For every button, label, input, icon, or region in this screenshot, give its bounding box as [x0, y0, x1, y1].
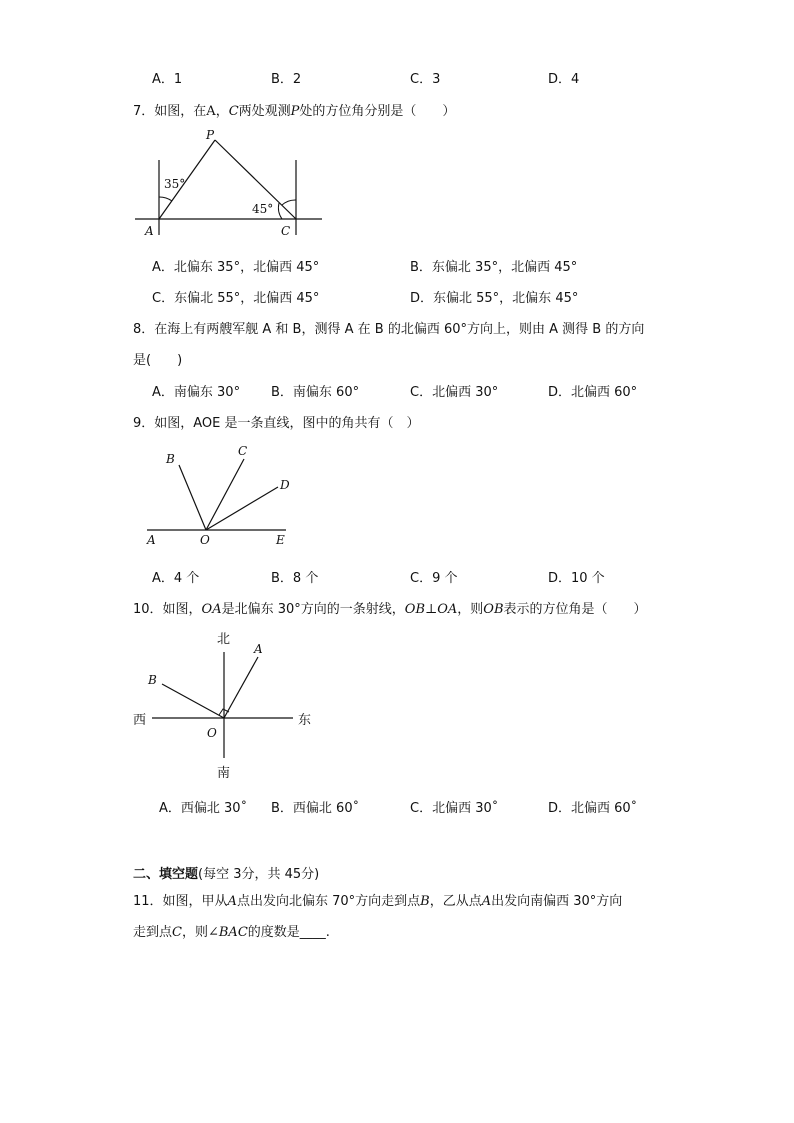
q10-var-oa: OA — [201, 602, 222, 617]
q11-stem-line1 — [133, 890, 622, 909]
q11-l2-a: 走到点 — [133, 925, 173, 940]
q6-option-c[interactable]: C．3 — [410, 72, 441, 87]
q11-l1-a: 11．如图，甲从 — [133, 894, 228, 909]
q10-text-c: 表示的方位角是（ ） — [503, 602, 647, 617]
q10-expr: OB⊥OA — [404, 602, 458, 617]
q7-label-a: A — [145, 224, 154, 238]
q7-angle-c: 45° — [252, 202, 274, 216]
q10-text-b: ，则 — [457, 602, 484, 617]
q11-l2-d: . — [325, 925, 330, 940]
q9-label-e: E — [276, 533, 285, 547]
section-2-title: 二、填空题 — [133, 867, 199, 882]
q8-option-b[interactable]: B．南偏东 60° — [271, 385, 360, 400]
q9-label-c: C — [238, 444, 248, 458]
q11-angle-bac: ∠BAC — [207, 925, 248, 940]
q9-stem: 9．如图，AOE 是一条直线，图中的角共有（ ） — [133, 416, 420, 431]
q10-label-b: B — [148, 673, 157, 687]
q9-option-b[interactable]: B．8 个 — [271, 571, 319, 586]
q7-option-c[interactable]: C．东偏北 55°，北偏西 45° — [152, 291, 320, 306]
q7-option-d[interactable]: D．东偏北 55°，北偏东 45° — [410, 291, 579, 306]
q11-l2-c: 的度数是 — [247, 925, 300, 940]
q10-option-a[interactable]: A．西偏北 30˚ — [159, 801, 248, 816]
q10-west-label: 西 — [133, 713, 147, 728]
q7-label-c: C — [281, 224, 291, 238]
section-2-note: (每空 3分，共 45分) — [198, 867, 320, 882]
q9-label-a: A — [147, 533, 156, 547]
q6-option-a[interactable]: A．1 — [152, 72, 183, 87]
q9-label-b: B — [166, 452, 175, 466]
q11-var-c: C — [172, 925, 182, 940]
q11-l1-d: 出发向南偏西 30°方向 — [491, 894, 623, 909]
q9-label-o: O — [200, 533, 210, 547]
q11-var-a2: A — [481, 894, 492, 909]
q11-l1-c: ，乙从点 — [429, 894, 482, 909]
q6-option-b[interactable]: B．2 — [271, 72, 302, 87]
q10-label-a: A — [254, 642, 263, 656]
q9-label-d: D — [280, 478, 290, 492]
q8-option-a[interactable]: A．南偏东 30° — [152, 385, 241, 400]
q7-angle-a: 35° — [164, 177, 186, 191]
q10-number: 10．如图， — [133, 602, 202, 617]
q7-option-b[interactable]: B．东偏北 35°，北偏西 45° — [410, 260, 578, 275]
q11-stem-line2 — [133, 921, 330, 940]
q8-option-d[interactable]: D．北偏西 60° — [548, 385, 638, 400]
q6-option-d[interactable]: D．4 — [548, 72, 580, 87]
q7-var-c: C — [228, 104, 239, 119]
q7-number: 7． — [133, 104, 155, 119]
q8-stem-line2: 是( ) — [133, 353, 183, 368]
q7-text-c: 两处观测 — [238, 104, 291, 119]
q8-option-c[interactable]: C．北偏西 30° — [410, 385, 499, 400]
q7-option-a[interactable]: A．北偏东 35°，北偏西 45° — [152, 260, 320, 275]
q10-var-ob: OB — [483, 602, 504, 617]
q9-option-c[interactable]: C．9 个 — [410, 571, 458, 586]
q11-l2-b: ，则 — [181, 925, 208, 940]
q10-south-label: 南 — [217, 766, 231, 781]
q9-option-d[interactable]: D．10 个 — [548, 571, 605, 586]
q7-var-p: P — [290, 104, 300, 119]
q8-stem-line1: 8．在海上有两艘军舰 A 和 B，测得 A 在 B 的北偏西 60°方向上，则由 A 测得 B 的方向 — [133, 322, 645, 337]
q7-text-a: 如图，在 — [154, 104, 207, 119]
section-2-heading — [133, 863, 319, 882]
q10-label-o: O — [207, 726, 217, 740]
q9-option-a[interactable]: A．4 个 — [152, 571, 200, 586]
q7-label-p: P — [206, 128, 215, 142]
q10-east-label: 东 — [298, 713, 312, 728]
q10-option-d[interactable]: D．北偏西 60˚ — [548, 801, 638, 816]
q10-text-a: 是北偏东 30°方向的一条射线， — [221, 602, 405, 617]
q11-var-b: B — [420, 894, 430, 909]
q7-text-b: ， — [215, 104, 229, 119]
q7-text-d: 处的方位角分别是（ ） — [299, 104, 456, 119]
q10-option-b[interactable]: B．西偏北 60˚ — [271, 801, 360, 816]
q11-l1-b: 点出发向北偏东 70°方向走到点 — [236, 894, 421, 909]
q11-var-a1: A — [227, 894, 237, 909]
q11-answer-blank[interactable]: ____ — [299, 925, 326, 940]
q7-var-a: A — [206, 104, 216, 119]
q10-north-label: 北 — [217, 632, 231, 647]
q10-option-c[interactable]: C．北偏西 30˚ — [410, 801, 499, 816]
